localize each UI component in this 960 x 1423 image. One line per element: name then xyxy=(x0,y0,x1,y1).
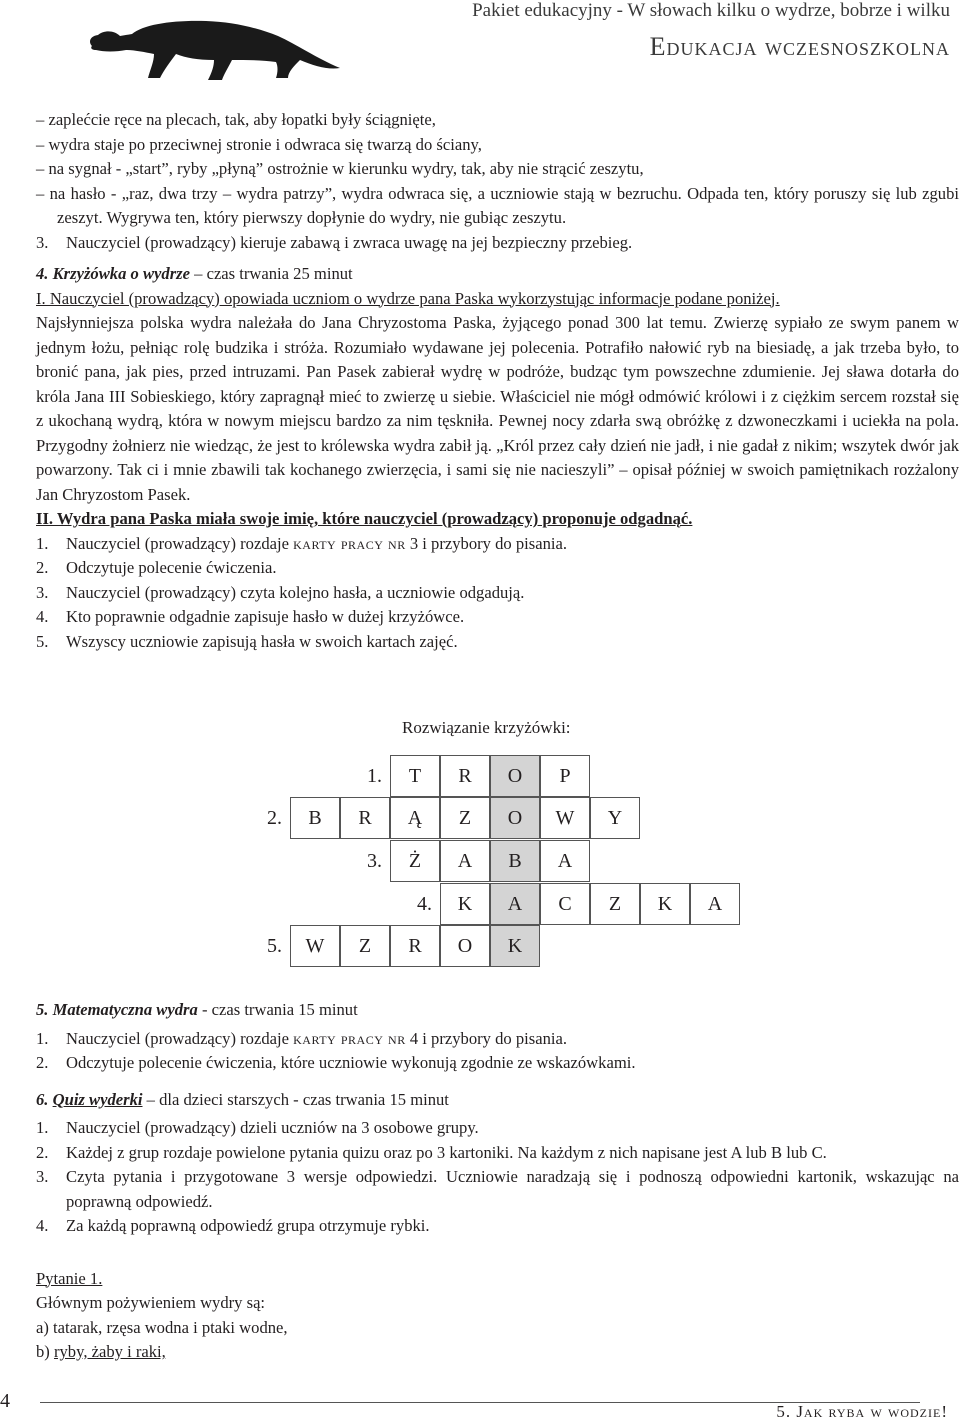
crossword-row-number: 4. xyxy=(417,893,432,915)
step-item: 3. Nauczyciel (prowadzący) kieruje zabawą i zwraca uwagę na jej bezpieczny przebieg. xyxy=(36,232,633,252)
question-prompt: Głównym pożywieniem wydry są: xyxy=(36,1293,266,1312)
step-item: 5. Wszyscy uczniowie zapisują hasła w swoich kartach zajęć. xyxy=(36,631,458,651)
crossword-row-number: 1. xyxy=(367,765,382,787)
crossword-cell: A xyxy=(540,840,590,882)
part1-heading: I. Nauczyciel (prowadzący) opowiada uczniom o wydrze pana Paska wykorzystując informacje podane poniżej. xyxy=(36,288,780,308)
lower-content xyxy=(36,998,959,1365)
rule-item: – zaplećcie ręce na plecach, tak, aby łopatki były ściągnięte, xyxy=(36,108,959,133)
step-item: 1. Nauczyciel (prowadzący) rozdaje karty pracy nr 4 i przybory do pisania. xyxy=(36,1028,567,1048)
step-item: 2. Odczytuje polecenie ćwiczenia. xyxy=(36,558,277,577)
step-item: 2. Każdej z grup rozdaje powielone pytania quizu oraz po 3 kartoniki. Na każdym z nich napisane jest A lub B lub C. xyxy=(36,1142,827,1162)
crossword-solution-cell: O xyxy=(490,755,540,797)
crossword-cell: Z xyxy=(340,925,390,967)
crossword-cell: R xyxy=(340,797,390,839)
page-content xyxy=(36,108,959,654)
header-title: Pakiet edukacyjny - W słowach kilku o wydrze, bobrze i wilku xyxy=(472,0,950,21)
footer-chapter: 5. Jak ryba w wodzie! xyxy=(776,1402,948,1421)
page-number: 4 xyxy=(0,1390,10,1412)
crossword-cell: W xyxy=(290,925,340,967)
crossword-solution-cell: A xyxy=(490,883,540,925)
section-heading-6: 6. Quiz wyderki – dla dzieci starszych - czas trwania 15 minut xyxy=(36,1089,449,1109)
crossword-cell: Ą xyxy=(390,797,440,839)
section-heading-5: 5. Matematyczna wydra - czas trwania 15 minut xyxy=(36,1000,358,1019)
crossword-cell: R xyxy=(440,755,490,797)
crossword-title: Rozwiązanie krzyżówki: xyxy=(402,718,571,737)
crossword-cell: K xyxy=(640,883,690,925)
crossword-cell: T xyxy=(390,755,440,797)
step-item: 2. Odczytuje polecenie ćwiczenia, które uczniowie wykonują zgodnie ze wskazówkami. xyxy=(36,1053,636,1072)
step-item: 1. Nauczyciel (prowadzący) rozdaje karty pracy nr 3 i przybory do pisania. xyxy=(36,533,567,553)
crossword-cell: C xyxy=(540,883,590,925)
crossword-cell: R xyxy=(390,925,440,967)
crossword-cell: W xyxy=(540,797,590,839)
otter-silhouette-icon xyxy=(82,6,342,86)
section-heading-4: 4. Krzyżówka o wydrze – czas trwania 25 minut xyxy=(36,264,353,283)
crossword-cell: Z xyxy=(440,797,490,839)
crossword-solution-cell: K xyxy=(490,925,540,967)
crossword-cell: Y xyxy=(590,797,640,839)
header-subtitle: Edukacja wczesnoszkolna xyxy=(649,32,950,61)
step-item: 4. Kto poprawnie odgadnie zapisuje hasło w dużej krzyżówce. xyxy=(36,607,465,626)
crossword-solution-cell: B xyxy=(490,840,540,882)
crossword-cell: Z xyxy=(590,883,640,925)
crossword-cell: A xyxy=(690,883,740,925)
rule-item: – na hasło - „raz, dwa trzy – wydra patrzy”, wydra odwraca się, a uczniowie stają w bezruchu. Odpada ten, który poruszy się lub zgubi zeszyt. Wygrywa ten, który pierwszy dopłynie do wydry, nie gubiąc zeszytu. xyxy=(36,182,959,231)
crossword-row-number: 2. xyxy=(267,807,282,829)
step-item: 4. Za każdą poprawną odpowiedź grupa otrzymuje rybki. xyxy=(36,1216,430,1235)
crossword-cell: K xyxy=(440,883,490,925)
step-item: 1. Nauczyciel (prowadzący) dzieli uczniów na 3 osobowe grupy. xyxy=(36,1118,479,1137)
crossword-cell: A xyxy=(440,840,490,882)
step-item: 3. Nauczyciel (prowadzący) czyta kolejno hasła, a uczniowie odgadują. xyxy=(36,582,525,602)
step-item: 3. Czyta pytania i przygotowane 3 wersje odpowiedzi. Uczniowie naradzają się i podnoszą odpowiedni kartonik, wskazując na poprawną odpowiedź. xyxy=(36,1167,959,1211)
crossword-cell: P xyxy=(540,755,590,797)
crossword-row-number: 5. xyxy=(267,935,282,957)
rule-item: – na sygnał - „start”, ryby „płyną” ostrożnie w kierunku wydry, tak, aby nie strącić zeszytu, xyxy=(36,157,959,182)
answer-a: a) tatarak, rzęsa wodna i ptaki wodne, xyxy=(36,1317,288,1337)
part2-heading: II. Wydra pana Paska miała swoje imię, które nauczyciel (prowadzący) proponuje odgadnąć. xyxy=(36,509,693,528)
rule-item: – wydra staje po przeciwnej stronie i odwraca się twarzą do ściany, xyxy=(36,133,959,158)
crossword-row-number: 3. xyxy=(367,850,382,872)
crossword-cell: B xyxy=(290,797,340,839)
story-text: Najsłynniejsza polska wydra należała do Jana Chryzostoma Paska, żyjącego ponad 300 lat temu. Zwierzę sypiało ze swym panem w jednym łożu, pełniąc rolę budzika i stróża. Rozumiało wydawane jej polecenia. Potrafiło nałowić ryb na biesiadę, a jak trzeba było, to bronić pana, jak pies, przed intruzami. Pan Pasek zabierał wydrę w podróże, budząc tym powszechne zdumienie. Jej sława dotarła do króla Jana III Sobieskiego, który zapragnął mieć to zwierzę u siebie. Właściciel nie mógł odmówić królowi i z ciężkim sercem rozstał się z ukochaną wydrą, która w nowym miejscu bardzo za nim tęskniła. Pewnej nocy zdarła swą obróżkę z dzwoneczkami i uciekła na pola. Przygodny żołnierz nie wiedząc, że jest to królewska wydra zabił ją. „Król przez cały dzień nie jadł, i nie gadał z nikim; wszytek dwór jak powarzony. Tak ci i mnie zbawili tak kochanego zwierzęcia, i sami się nie nacieszyli” – opisał później w swoich pamiętnikach rozżalony Jan Chryzostom Pasek. xyxy=(36,313,959,504)
answer-b: b) ryby, żaby i raki, xyxy=(36,1342,166,1361)
question-heading: Pytanie 1. xyxy=(36,1268,103,1288)
crossword-solution-cell: O xyxy=(490,797,540,839)
crossword-cell: Ż xyxy=(390,840,440,882)
crossword-cell: O xyxy=(440,925,490,967)
